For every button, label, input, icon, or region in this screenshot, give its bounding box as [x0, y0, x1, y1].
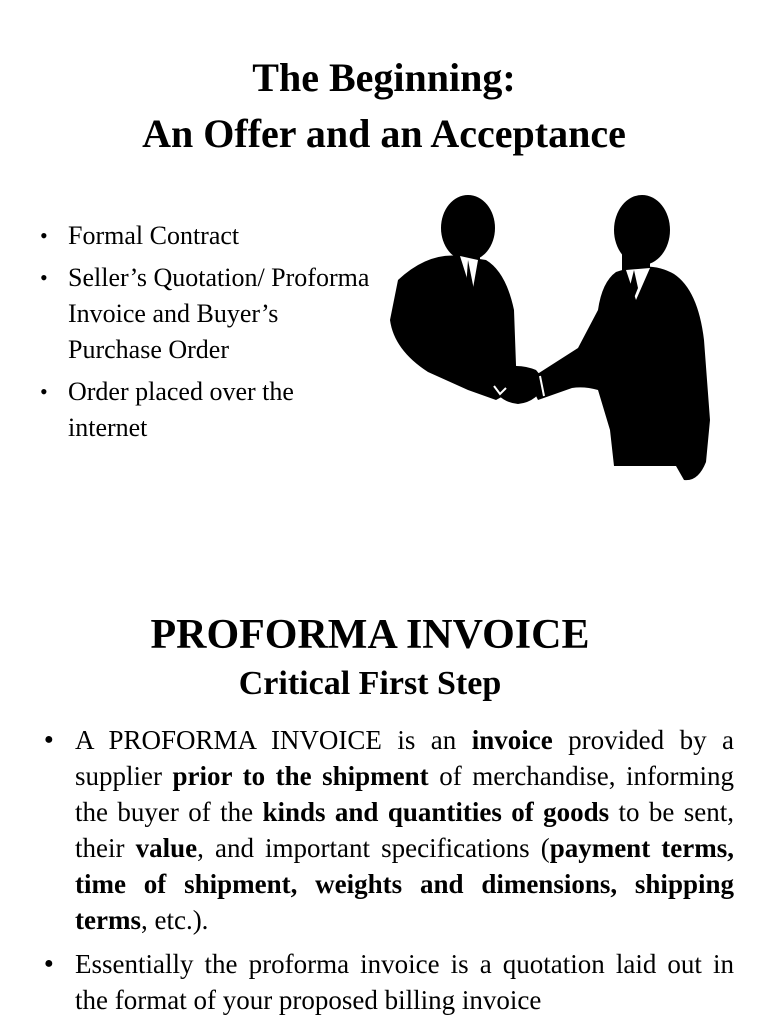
bullet-bold-text: payment terms, time of shipment, weights and dimensions, shipping terms [75, 833, 734, 935]
bullet-text: of merchandise, informing the buyer of the [75, 761, 734, 827]
handshake-icon [388, 190, 714, 486]
bullet-text: to be sent, their [75, 797, 734, 863]
bullet-text: A PROFORMA INVOICE is an [75, 725, 472, 755]
bullet-bold-text: prior to the shipment [172, 761, 429, 791]
slide2-bullet-item: ● Essentially the proforma invoice is a quotation laid out in the format of your proposed billing invoice [40, 946, 734, 1018]
slide1-bullet-item: • Formal Contract [38, 218, 378, 254]
slide2-subtitle: Critical First Step [238, 665, 502, 702]
slide1-title-line2: An Offer and an Acceptance [142, 111, 626, 156]
bullet-bold-text: value [135, 833, 198, 863]
slide1-bullet-item: • Order placed over the internet [38, 374, 378, 446]
slide1-bullet-item: • Seller’s Quotation/ Proforma Invoice and Buyer’s Purchase Order [38, 260, 378, 368]
bullet-bold-text: kinds and quantities of goods [262, 797, 610, 827]
bullet-bold-text: invoice [471, 725, 553, 755]
bullet-text: , and important specifications ( [197, 833, 550, 863]
slide2-bullet-item [40, 722, 734, 938]
bullet-text: , etc.). [140, 905, 209, 935]
slide2-title: PROFORMA INVOICE [150, 612, 590, 658]
slide1-title-line1: The Beginning: [252, 55, 516, 100]
slide2-bullet-list [40, 722, 734, 1026]
bullet-text: provided by a supplier [75, 725, 735, 791]
slide1-title [0, 50, 768, 162]
slide1-bullet-list [38, 218, 378, 452]
